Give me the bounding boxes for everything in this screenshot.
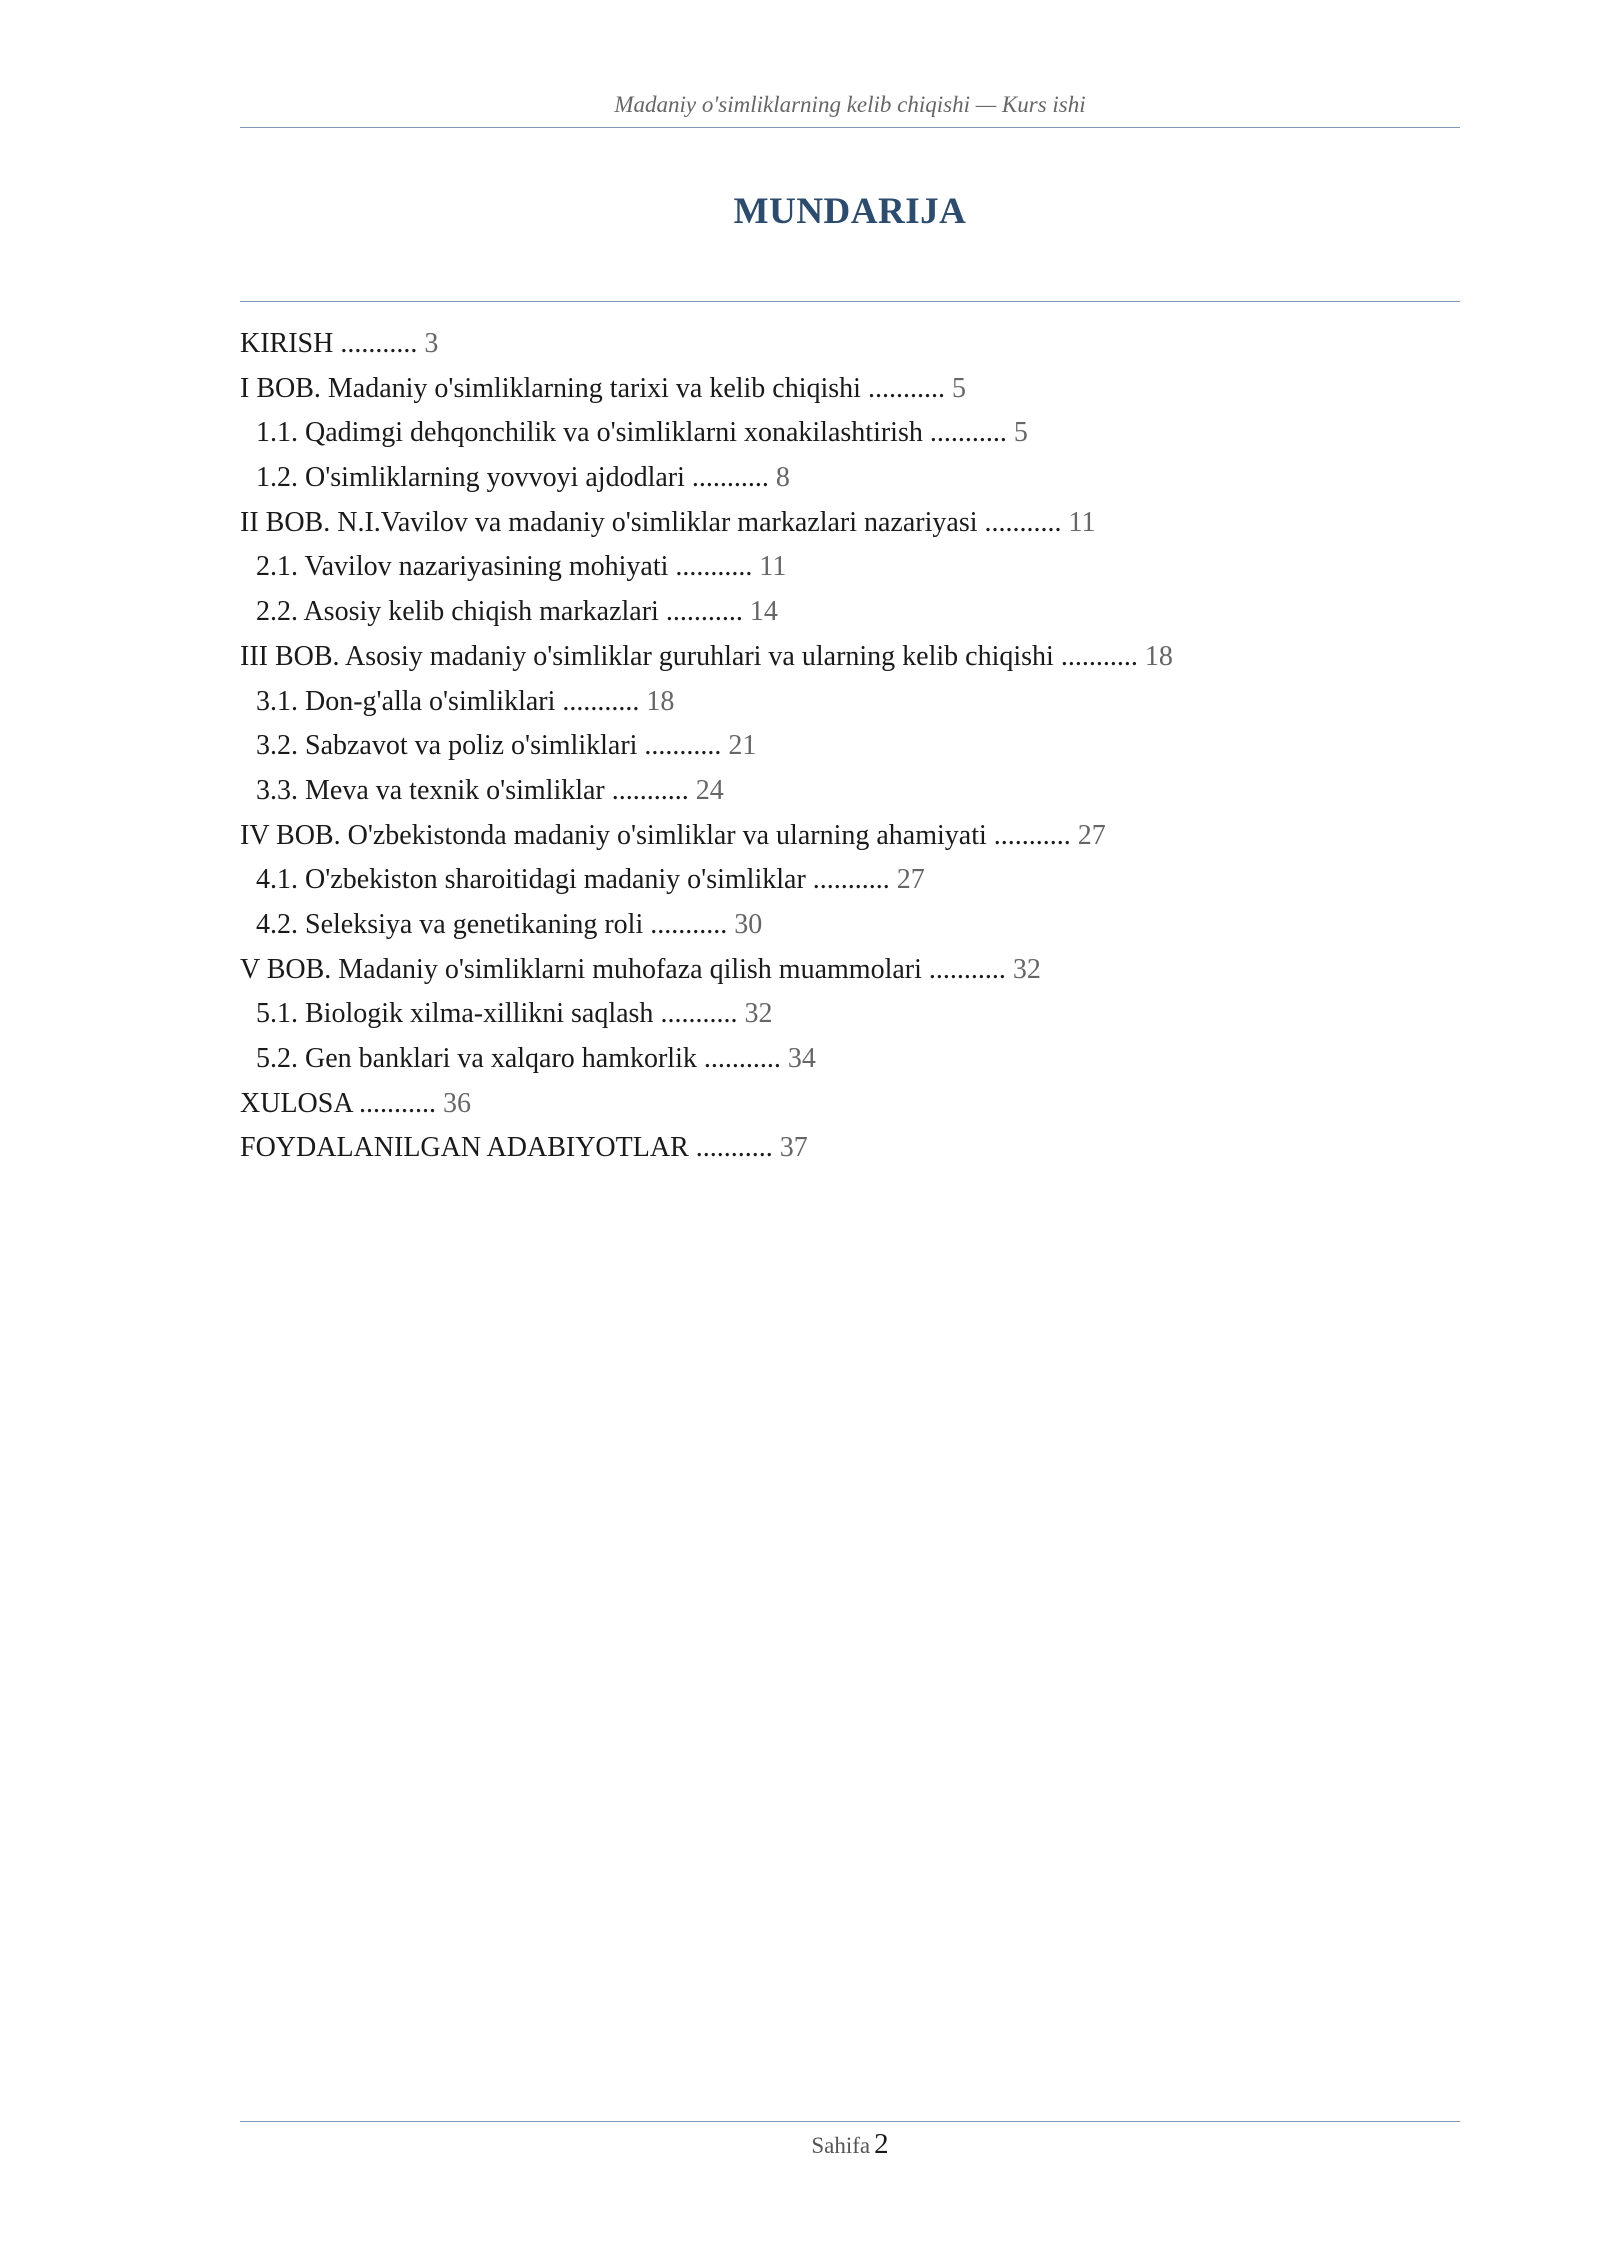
toc-subsection[interactable] [240,456,1460,501]
toc-page-number: 34 [787,1043,816,1074]
toc-entry-label: 5.2. Gen banklari va xalqaro hamkorlik [256,1043,697,1074]
title-divider [240,301,1460,302]
toc-dot-leader: ........... [695,1132,773,1164]
toc-entry-label: II BOB. N.I.Vavilov va madaniy o'simliklar markazlari nazariyasi [240,506,978,538]
toc-entry-label: 4.2. Seleksiya va genetikaning roli [256,908,644,940]
toc-page-number: 5 [1013,417,1028,449]
footer-page-number: 2 [874,2128,889,2160]
footer-label: Sahifa [811,2133,871,2158]
toc-dot-leader: ........... [703,1043,781,1074]
toc-page-number: 32 [1012,953,1041,985]
toc-page-number: 24 [695,774,724,806]
toc-dot-leader: ........... [650,908,728,940]
toc-dot-leader: ........... [340,328,418,359]
table-of-contents [240,322,1460,1171]
toc-page-number: 36 [443,1087,472,1119]
toc-entry-label: KIRISH [240,328,334,359]
toc-dot-leader: ........... [1060,640,1138,672]
toc-entry-label: V BOB. Madaniy o'simliklarni muhofaza qilish muammolari [240,953,922,985]
toc-page-number: 14 [749,596,778,628]
toc-subsection[interactable] [240,680,1460,725]
toc-dot-leader: ........... [562,685,640,717]
toc-subsection[interactable] [240,590,1460,635]
toc-entry-label: III BOB. Asosiy madaniy o'simliklar guruhlari va ularning kelib chiqishi [240,640,1054,672]
toc-dot-leader: ........... [867,372,945,404]
header-divider [240,127,1460,128]
toc-dot-leader: ........... [611,774,689,806]
toc-entry-label: I BOB. Madaniy o'simliklarning tarixi va kelib chiqishi [240,372,861,404]
toc-entry-label: 3.2. Sabzavot va poliz o'simliklari [256,730,638,762]
toc-entry-label: 1.1. Qadimgi dehqonchilik va o'simliklarni xonakilashtirish [256,417,923,449]
toc-dot-leader: ........... [929,417,1007,449]
toc-entry-label: 5.1. Biologik xilma-xillikni saqlash [256,998,654,1030]
toc-dot-leader: ........... [691,462,769,494]
toc-subsection[interactable] [240,769,1460,814]
toc-entry-label: 1.2. O'simliklarning yovvoyi ajdodlari [256,462,685,494]
page-footer [240,2128,1460,2161]
toc-subsection[interactable] [240,724,1460,769]
toc-entry-label: 2.2. Asosiy kelib chiqish markazlari [256,596,659,628]
toc-entry-label: 4.1. O'zbekiston sharoitidagi madaniy o'simliklar [256,864,806,896]
toc-dot-leader: ........... [812,864,890,896]
toc-page-number: 18 [1144,640,1173,672]
toc-page-number: 11 [759,551,787,583]
toc-dot-leader: ........... [660,998,738,1030]
toc-page-number: 18 [646,685,675,717]
toc-entry-label: XULOSA [240,1087,353,1119]
toc-page-number: 27 [1077,819,1106,851]
toc-page-number: 32 [744,998,773,1030]
toc-dot-leader: ........... [993,819,1071,851]
toc-page-number: 11 [1068,506,1096,538]
toc-dot-leader: ........... [359,1087,437,1119]
toc-page-number: 27 [896,864,925,896]
toc-dot-leader: ........... [984,506,1062,538]
toc-page-number: 8 [775,462,790,494]
toc-page-number: 3 [424,328,439,359]
toc-chapter[interactable] [240,501,1460,546]
toc-subsection[interactable] [240,858,1460,903]
toc-dot-leader: ........... [644,730,722,762]
toc-chapter[interactable] [240,367,1460,412]
toc-page-number: 30 [734,908,763,940]
toc-dot-leader: ........... [675,551,753,583]
toc-page-number: 5 [951,372,966,404]
toc-subsection[interactable] [240,992,1460,1037]
toc-subsection[interactable] [240,545,1460,590]
toc-page-number: 21 [728,730,757,762]
toc-entry-label: IV BOB. O'zbekistonda madaniy o'simliklar va ularning ahamiyati [240,819,987,851]
toc-entry-label: 2.1. Vavilov nazariyasining mohiyati [256,551,669,583]
running-header: Madaniy o'simliklarning kelib chiqishi — Kurs ishi [614,92,1086,117]
toc-chapter[interactable] [240,1126,1460,1171]
toc-entry-label: 3.1. Don-g'alla o'simliklari [256,685,556,717]
toc-chapter[interactable] [240,948,1460,993]
toc-subsection[interactable] [240,1037,1460,1082]
toc-dot-leader: ........... [665,596,743,628]
toc-entry-label: 3.3. Meva va texnik o'simliklar [256,774,605,806]
toc-subsection[interactable] [240,411,1460,456]
page-title: MUNDARIJA [733,191,967,232]
toc-entry-label: FOYDALANILGAN ADABIYOTLAR [240,1132,689,1164]
toc-page-number: 37 [779,1132,808,1164]
toc-subsection[interactable] [240,903,1460,948]
toc-chapter[interactable] [240,635,1460,680]
footer-divider [240,2121,1460,2122]
toc-chapter[interactable] [240,814,1460,859]
toc-chapter[interactable] [240,322,1460,367]
toc-chapter[interactable] [240,1082,1460,1127]
toc-dot-leader: ........... [928,953,1006,985]
